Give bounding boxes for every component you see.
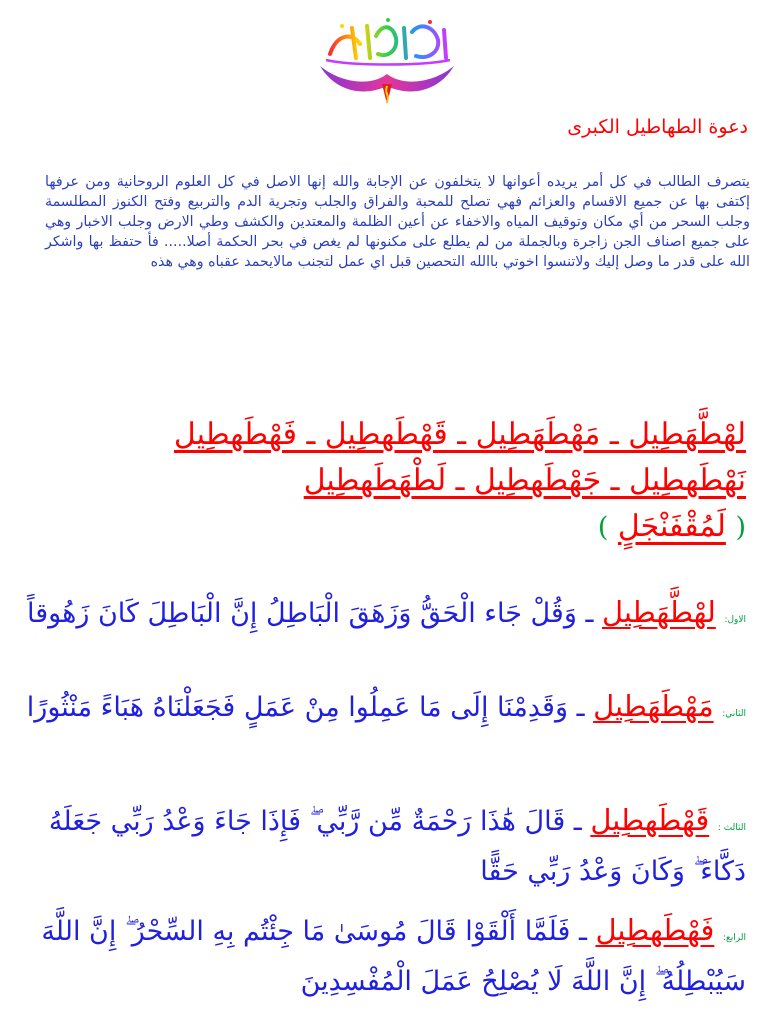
verse-text: ـ وَقَدِمْنَا إِلَى مَا عَمِلُوا مِنْ عَمَلٍ فَجَعَلْنَاهُ هَبَاءً مَنْثُورًا [26,692,585,723]
names-line-3 [16,504,746,551]
names-invocation [16,412,746,551]
verse-name: لهْطَّهَطِيل [601,595,716,629]
verse-4 [20,908,746,1004]
verse-text: ـ قَالَ هَٰذَا رَحْمَةٌ مِّن رَّبِّي ۖ فَإِذَا جَاءَ وَعْدُ رَبِّي جَعَلَهُ دَكَّاءَ ۖ وَكَانَ وَعْدُ رَبِّي حَقًّا [48,806,746,887]
verse-name: قَهْطَهطِيل [590,803,710,837]
close-paren: ) [597,512,609,543]
verse-1 [20,590,746,642]
names-line-3-word: لَمُقْفَنْجَلٍ [617,509,726,544]
bismillah-calligraphy-logo [312,14,462,106]
document-title: دعوة الطهاطيل الكبرى [567,116,748,138]
names-line-2: نَهْطَهطِيل ـ جَهْطَهطِيل ـ لَطْهَطَهطِيل [303,463,746,498]
verse-text: ـ فَلَمَّا أَلْقَوْا قَالَ مُوسَىٰ مَا جِئْتُم بِهِ السِّحْرُ ۖ إِنَّ اللَّهَ سَيُبْطِلُهُ ۖ إِنَّ اللَّهَ لَا يُصْلِحُ عَمَلَ الْمُفْسِدِينَ [41,916,746,997]
verse-ordinal: الثاني: [722,709,746,719]
intro-text: يتصرف الطالب في كل أمر يريده أعوانها لا يتخلفون عن الإجابة والله إنها الاصل في كل العلوم الروحانية ومن عرفها إكتفى بها عن جميع الاقسام والعزائم فهي تصلح للمحبة والفراق والجلب وتجرية الدم والتربيع وفتح الكنوز المطلسمة وجلب السحر من أي مكان وتوقيف المياه والاخفاء عن أعين الظلمة والمعتدين والكشف وطي الارض وجلب الاخبار وهي على جميع اصناف الجن زاجرة وبالجملة من لم يطلع على مكنونها لم يغص في بحر الحكمة أصلا..... فأ حتفظ بها واشكر الله على قدر ما وصل إليك ولاتنسوا اخوتي باالله التحصين قبل اي عمل لتجنب مالايحمد عقباه وهي هذه [45,174,750,270]
verse-ordinal: الرابع: [722,933,746,943]
verse-ordinal: الاول: [724,615,746,625]
verse-text: ـ وَقُلْ جَاء الْحَقُّ وَزَهَقَ الْبَاطِلُ إِنَّ الْبَاطِلَ كَانَ زَهُوقاً [27,598,594,629]
verse-3 [20,798,746,894]
intro-paragraph [45,172,750,272]
verse-name: مَهْطَهَطِيل [593,689,714,723]
verse-2 [20,684,746,736]
verse-ordinal: الثالث : [717,823,746,833]
verse-name: فَهْطَهطِيل [595,913,715,947]
open-paren: ( [735,512,746,543]
names-line-1: لهْطَّهَطِيل ـ مَهْطَهَطِيل ـ قَهْطَهطِيل ـ فَهْطَهطِيل [173,417,746,452]
